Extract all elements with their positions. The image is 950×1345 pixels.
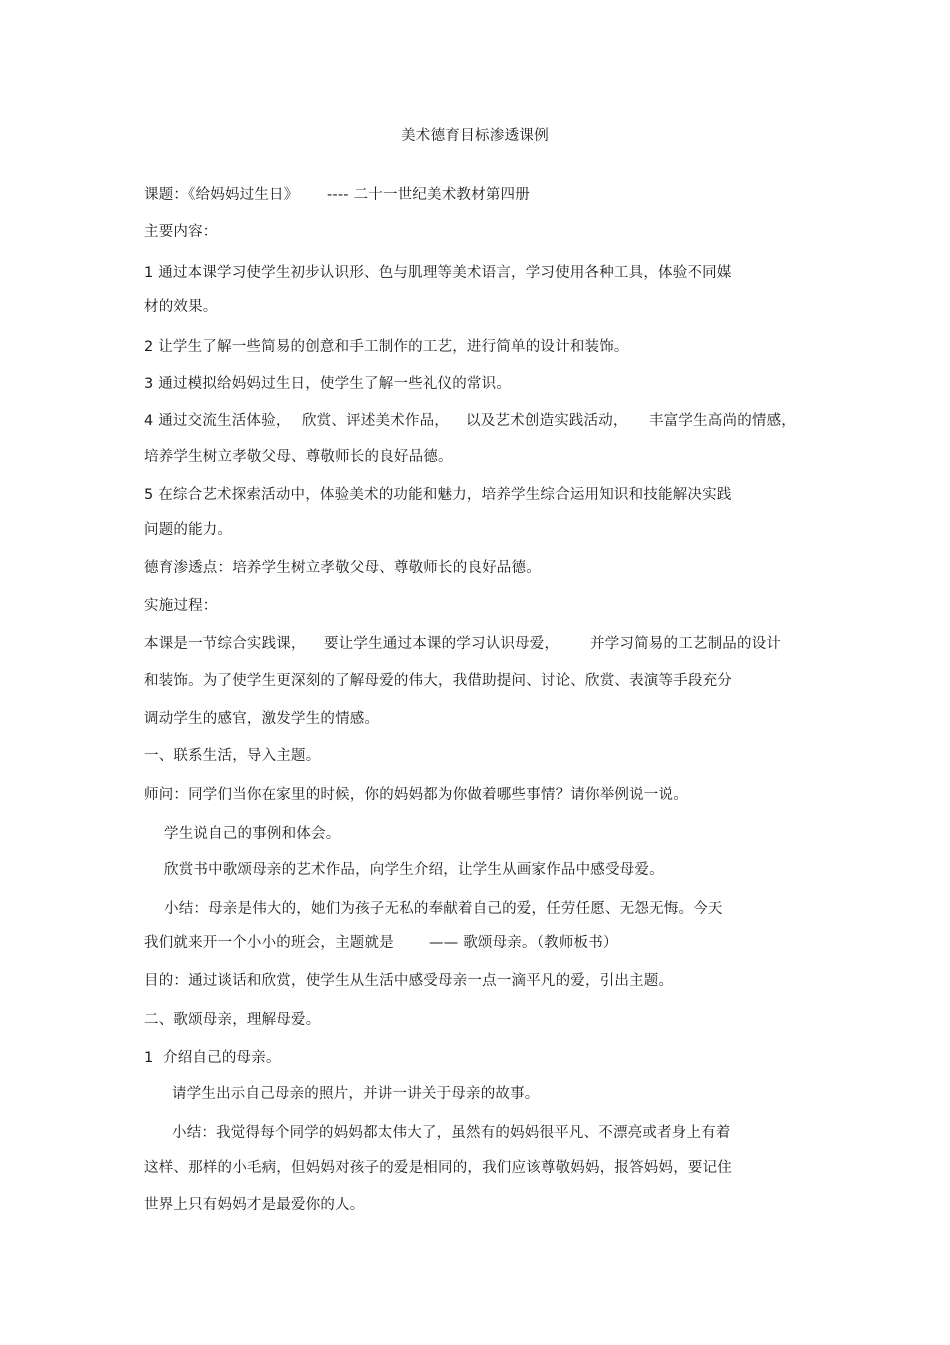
document-title: 美术德育目标渗透课例	[401, 128, 549, 144]
summary1-seg1: 我们就来开一个小小的班会，主题就是	[144, 935, 394, 951]
item5-line2: 问题的能力。	[144, 522, 233, 538]
appreciate: 欣赏书中歌颂母亲的艺术作品，向学生介绍，让学生从画家作品中感受母爱。	[164, 862, 664, 878]
moral-point: 德育渗透点：培养学生树立孝敬父母、尊敬师长的良好品德。	[144, 560, 541, 576]
course-label: 课题：《给妈妈过生日》	[144, 187, 299, 203]
summary2-line1: 小结：我觉得每个同学的妈妈都太伟大了，虽然有的妈妈很平凡、不漂亮或者身上有着	[172, 1125, 731, 1141]
intro-line2: 和装饰。为了使学生更深刻的了解母爱的伟大，我借助提问、讨论、欣赏、表演等手段充分	[144, 673, 732, 689]
item2: 2 让学生了解一些简易的创意和手工制作的工艺，进行简单的设计和装饰。	[144, 339, 629, 355]
summary2-line3: 世界上只有妈妈才是最爱你的人。	[144, 1197, 365, 1213]
item3: 3 通过模拟给妈妈过生日，使学生了解一些礼仪的常识。	[144, 376, 512, 392]
intro-seg1: 本课是一节综合实践课，	[144, 636, 306, 652]
item4-seg1: 4 通过交流生活体验，	[144, 413, 291, 429]
main-content-heading: 主要内容：	[144, 224, 218, 240]
item4-seg3: 以及艺术创造实践活动，	[466, 413, 628, 429]
section1-heading: 一、联系生活，导入主题。	[144, 748, 321, 764]
purpose: 目的：通过谈话和欣赏，使学生从生活中感受母亲一点一滴平凡的爱，引出主题。	[144, 973, 674, 989]
item4-seg2: 欣赏、评述美术作品，	[302, 413, 449, 429]
summary1-line1: 小结：母亲是伟大的，她们为孩子无私的奉献着自己的爱，任劳任愿、无怨无悔。今天	[164, 901, 723, 917]
student-talk: 学生说自己的事例和体会。	[164, 826, 341, 842]
summary2-line2: 这样、那样的小毛病，但妈妈对孩子的爱是相同的，我们应该尊敬妈妈，报答妈妈，要记住	[144, 1160, 732, 1176]
item4-seg4: 丰富学生高尚的情感，	[649, 413, 796, 429]
photo-task: 请学生出示自己母亲的照片，并讲一讲关于母亲的故事。	[172, 1086, 540, 1102]
course-line	[144, 185, 844, 205]
teacher-question: 师问：同学们当你在家里的时候，你的妈妈都为你做着哪些事情？请你举例说一说。	[144, 787, 688, 803]
intro-seg3: 并学习简易的工艺制品的设计	[590, 636, 782, 652]
intro-line1	[144, 634, 804, 654]
item1-line1: 1 通过本课学习使学生初步认识形、色与肌理等美术语言，学习使用各种工具，体验不同媒	[144, 265, 732, 281]
item4-line1	[144, 411, 804, 431]
section2-heading: 二、歌颂母亲，理解母爱。	[144, 1012, 321, 1028]
sub1-heading: 1 介绍自己的母亲。	[144, 1050, 281, 1066]
summary1-seg2: —— 歌颂母亲。（教师板书）	[429, 935, 618, 951]
summary1-line2	[144, 933, 704, 953]
course-source: ---- 二十一世纪美术教材第四册	[327, 187, 530, 203]
item4-line2: 培养学生树立孝敬父母、尊敬师长的良好品德。	[144, 449, 453, 465]
process-heading: 实施过程：	[144, 598, 218, 614]
intro-line3: 调动学生的感官，激发学生的情感。	[144, 711, 380, 727]
item1-line2: 材的效果。	[144, 299, 218, 315]
item5-line1: 5 在综合艺术探索活动中，体验美术的功能和魅力，培养学生综合运用知识和技能解决实践	[144, 487, 732, 503]
intro-seg2: 要让学生通过本课的学习认识母爱，	[324, 636, 560, 652]
